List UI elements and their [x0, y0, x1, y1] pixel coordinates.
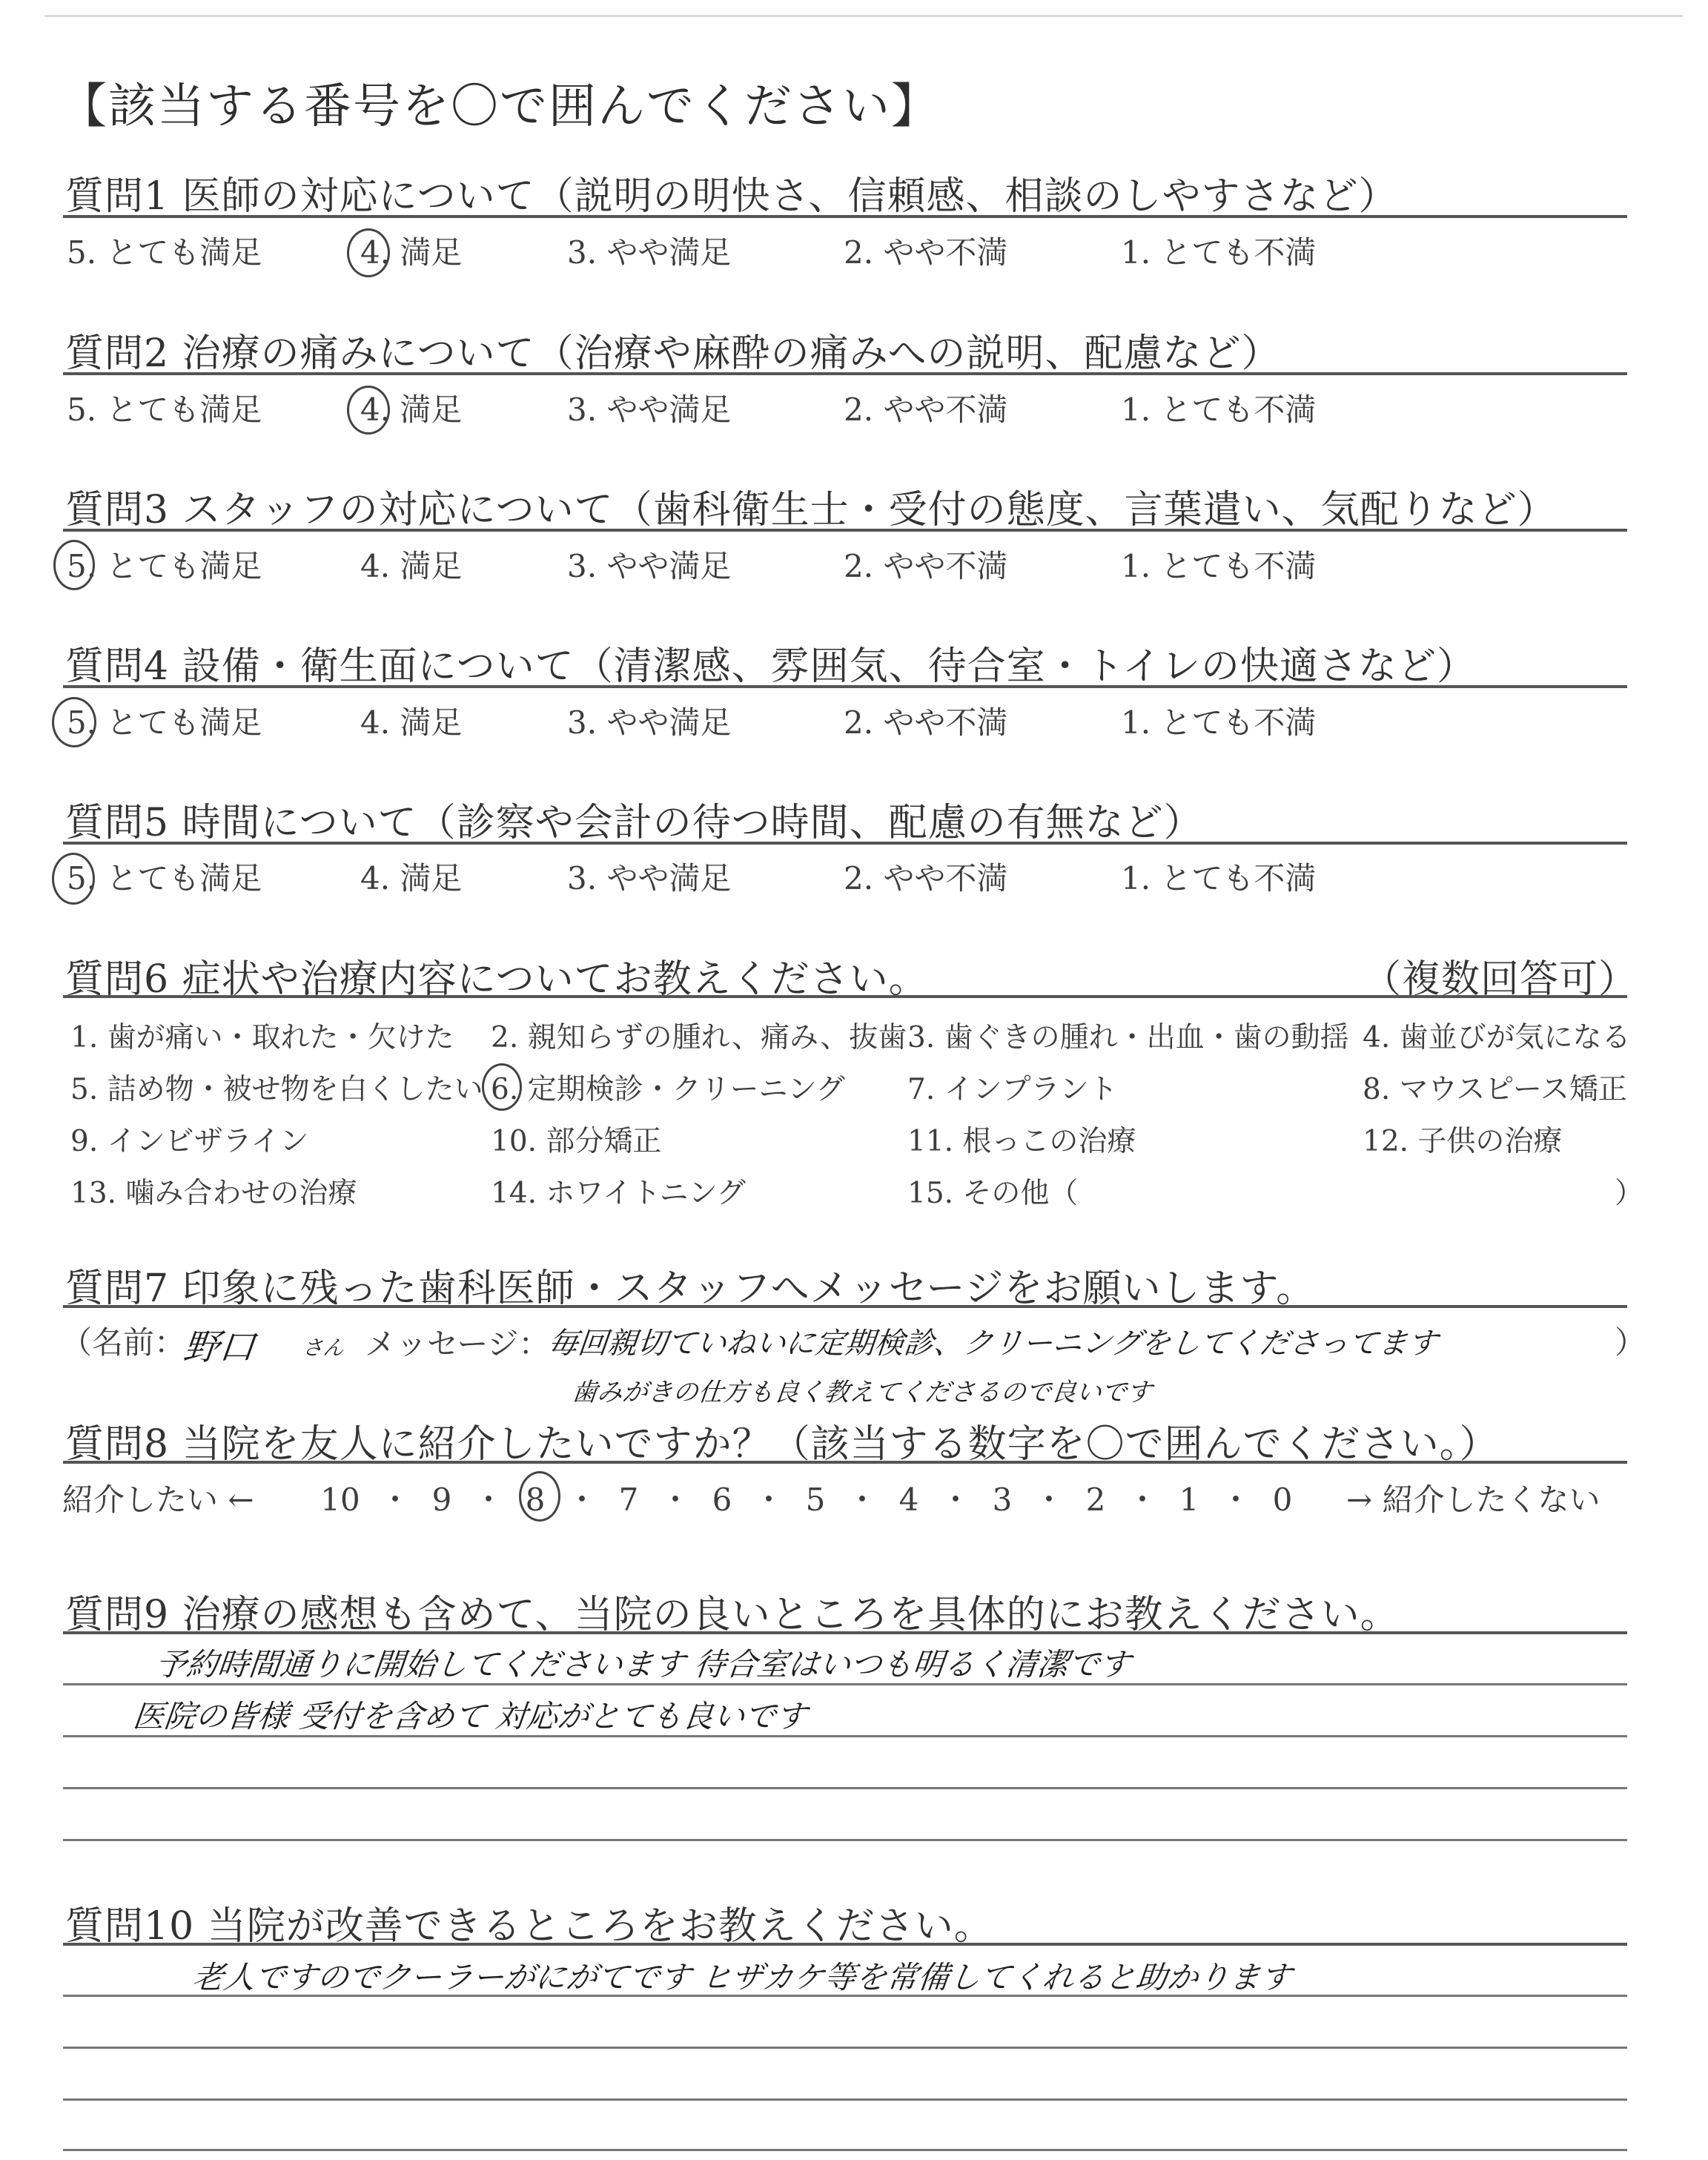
q6-option-1[interactable]: 1. 歯が痛い・取れた・欠けた — [70, 1021, 454, 1054]
q3-option-3[interactable]: 3. やや満足 — [567, 548, 732, 584]
q7-message-line1[interactable]: 毎回親切ていねいに定期検診、クリーニングをしてくださってます — [546, 1327, 1440, 1361]
q6-option-10[interactable]: 10. 部分矯正 — [491, 1125, 662, 1158]
q7-name-value[interactable]: 野口 — [181, 1327, 257, 1368]
q1-option-2[interactable]: 2. やや不満 — [844, 234, 1008, 271]
q8-scale-9[interactable]: 9 — [431, 1482, 452, 1518]
q6-option-2[interactable]: 2. 親知らずの腫れ、痛み、抜歯 — [491, 1021, 907, 1054]
q9-answer-line2[interactable]: 医院の皆様 受付を含めて 対応がとても良いです — [131, 1698, 810, 1734]
q4-option-5[interactable]: 5. とても満足 — [67, 704, 262, 741]
q8-selection-circle — [519, 1471, 560, 1522]
q9-title: 質問9 治療の感想も含めて、当院の良いところを具体的にお教えください。 — [65, 1593, 1400, 1637]
q1-option-1[interactable]: 1. とても不満 — [1121, 234, 1317, 271]
q7-close-paren: ） — [1615, 1324, 1646, 1361]
q5-rule — [63, 842, 1627, 845]
q7-name-label: （名前： — [61, 1324, 186, 1361]
q7-rule — [63, 1305, 1627, 1308]
q4-rule — [63, 685, 1627, 688]
q8-scale-separator: ・ — [752, 1482, 784, 1518]
q7-title: 質問7 印象に残った歯科医師・スタッフへメッセージをお願いします。 — [65, 1266, 1316, 1311]
q8-scale-separator: ・ — [566, 1482, 598, 1518]
q5-selection-circle — [52, 853, 95, 905]
q8-right-label: → 紹介したくない — [1346, 1482, 1601, 1518]
q5-title: 質問5 時間について（診察や会計の待つ時間、配慮の有無など） — [65, 801, 1203, 845]
q2-title: 質問2 治療の痛みについて（治療や麻酔の痛みへの説明、配慮など） — [65, 331, 1281, 376]
q8-scale-separator: ・ — [846, 1482, 878, 1518]
q10-write-line-1 — [63, 1995, 1627, 1997]
top-border — [44, 15, 1683, 17]
q5-option-4[interactable]: 4. 満足 — [360, 860, 463, 896]
q1-option-5[interactable]: 5. とても満足 — [67, 234, 262, 271]
q2-rule — [63, 372, 1627, 375]
q5-option-1[interactable]: 1. とても不満 — [1121, 860, 1317, 896]
q1-rule — [63, 215, 1627, 218]
q2-option-5[interactable]: 5. とても満足 — [67, 392, 262, 428]
q1-option-4[interactable]: 4. 満足 — [360, 234, 463, 271]
q5-option-5[interactable]: 5. とても満足 — [67, 860, 262, 896]
q7-message-label: メッセージ： — [365, 1326, 550, 1362]
q4-selection-circle — [52, 697, 96, 747]
q8-scale-10[interactable]: 10 — [320, 1482, 360, 1518]
q8-rule — [63, 1461, 1627, 1464]
q6-selection-circle — [482, 1063, 522, 1111]
q9-write-line-1 — [63, 1683, 1627, 1685]
q3-option-5[interactable]: 5. とても満足 — [67, 548, 262, 584]
q2-option-1[interactable]: 1. とても不満 — [1121, 392, 1317, 428]
q6-option-15[interactable]: 15. その他（ — [907, 1177, 1079, 1210]
q6-option-4[interactable]: 4. 歯並びが気になる — [1363, 1021, 1631, 1054]
q5-option-2[interactable]: 2. やや不満 — [844, 860, 1008, 896]
q2-option-4[interactable]: 4. 満足 — [360, 392, 463, 428]
q6-option-14[interactable]: 14. ホワイトニング — [491, 1177, 746, 1210]
q3-option-1[interactable]: 1. とても不満 — [1121, 548, 1317, 584]
q10-rule — [63, 1943, 1627, 1946]
q4-option-4[interactable]: 4. 満足 — [360, 704, 463, 741]
q6-option-9[interactable]: 9. インビザライン — [70, 1125, 309, 1158]
q8-scale-4[interactable]: 4 — [898, 1482, 919, 1518]
q6-option-8[interactable]: 8. マウスピース矯正 — [1363, 1073, 1627, 1106]
q9-write-line-4 — [63, 1839, 1627, 1841]
q5-option-3[interactable]: 3. やや満足 — [567, 860, 732, 896]
q8-scale-separator: ・ — [472, 1482, 504, 1518]
q4-option-3[interactable]: 3. やや満足 — [567, 704, 732, 741]
q9-answer-line1[interactable]: 予約時間通りに開始してくださいます 待合室はいつも明るく清潔です — [153, 1646, 1133, 1682]
q10-write-line-2 — [63, 2047, 1627, 2049]
q8-scale-separator: ・ — [939, 1482, 971, 1518]
q8-title: 質問8 当院を友人に紹介したいですか？（該当する数字を〇で囲んでください。） — [65, 1422, 1499, 1467]
q8-scale-5[interactable]: 5 — [805, 1482, 826, 1518]
q2-option-2[interactable]: 2. やや不満 — [844, 392, 1008, 428]
q8-scale-separator: ・ — [1126, 1482, 1158, 1518]
q6-rule — [63, 995, 1627, 998]
q3-option-2[interactable]: 2. やや不満 — [844, 548, 1008, 584]
q8-scale-7[interactable]: 7 — [618, 1482, 639, 1518]
q1-option-3[interactable]: 3. やや満足 — [567, 234, 732, 271]
q9-write-line-2 — [63, 1735, 1627, 1737]
q2-option-3[interactable]: 3. やや満足 — [567, 392, 732, 428]
q6-option-6[interactable]: 6. 定期検診・クリーニング — [491, 1073, 845, 1106]
q10-write-line-3 — [63, 2098, 1627, 2101]
q6-option-12[interactable]: 12. 子供の治療 — [1363, 1125, 1563, 1158]
q8-scale-2[interactable]: 2 — [1085, 1482, 1106, 1518]
q9-write-line-3 — [63, 1787, 1627, 1789]
q8-scale-0[interactable]: 0 — [1272, 1482, 1293, 1518]
q7-message-line2[interactable]: 歯みがきの仕方も良く教えてくださるので良いです — [570, 1378, 1153, 1407]
q10-answer-line1[interactable]: 老人ですのでクーラーがにがてです ヒザカケ等を常備してくれると助かります — [191, 1959, 1294, 1995]
q6-title: 質問6 症状や治療内容についてお教えください。 — [65, 957, 928, 1002]
q8-scale-separator: ・ — [659, 1482, 691, 1518]
q3-title: 質問3 スタッフの対応について（歯科衛生士・受付の態度、言葉遣い、気配りなど） — [65, 488, 1557, 532]
q6-option-13[interactable]: 13. 噛み合わせの治療 — [70, 1177, 357, 1210]
q6-option-5[interactable]: 5. 詰め物・被せ物を白くしたい — [70, 1073, 483, 1106]
q3-rule — [63, 529, 1627, 532]
q8-scale-3[interactable]: 3 — [992, 1482, 1013, 1518]
q3-option-4[interactable]: 4. 満足 — [360, 548, 463, 584]
q8-scale-8[interactable]: 8 — [525, 1482, 546, 1518]
q4-option-1[interactable]: 1. とても不満 — [1121, 704, 1317, 741]
q4-option-2[interactable]: 2. やや不満 — [844, 704, 1008, 741]
q10-title: 質問10 当院が改善できるところをお教えください。 — [65, 1904, 993, 1949]
q7-name-suffix: さん — [301, 1335, 345, 1360]
q9-rule — [63, 1631, 1627, 1634]
q6-multiple-note: （複数回答可） — [1363, 957, 1638, 1002]
q6-option-3[interactable]: 3. 歯ぐきの腫れ・出血・歯の動揺 — [907, 1021, 1349, 1054]
q8-scale-separator: ・ — [1219, 1482, 1251, 1518]
q1-title: 質問1 医師の対応について（説明の明快さ、信頼感、相談のしやすさなど） — [65, 174, 1398, 219]
q6-option-7[interactable]: 7. インプラント — [907, 1073, 1118, 1106]
q8-left-label: 紹介したい ← — [62, 1482, 254, 1518]
q8-scale — [320, 1476, 1294, 1520]
q4-title: 質問4 設備・衛生面について（清潔感、雰囲気、待合室・トイレの快適さなど） — [65, 644, 1476, 689]
q8-scale-1[interactable]: 1 — [1179, 1482, 1199, 1518]
q2-selection-circle — [347, 386, 390, 435]
q6-option-11[interactable]: 11. 根っこの治療 — [907, 1125, 1136, 1158]
q8-scale-6[interactable]: 6 — [712, 1482, 732, 1518]
q8-scale-separator: ・ — [379, 1482, 411, 1518]
q3-selection-circle — [53, 540, 95, 590]
q1-selection-circle — [347, 228, 390, 277]
q6-option-15-close: ） — [1615, 1177, 1644, 1210]
instruction-heading: 【該当する番号を〇で囲んでください】 — [59, 79, 940, 134]
q8-scale-separator: ・ — [1033, 1482, 1065, 1518]
q10-write-line-4 — [63, 2149, 1627, 2151]
